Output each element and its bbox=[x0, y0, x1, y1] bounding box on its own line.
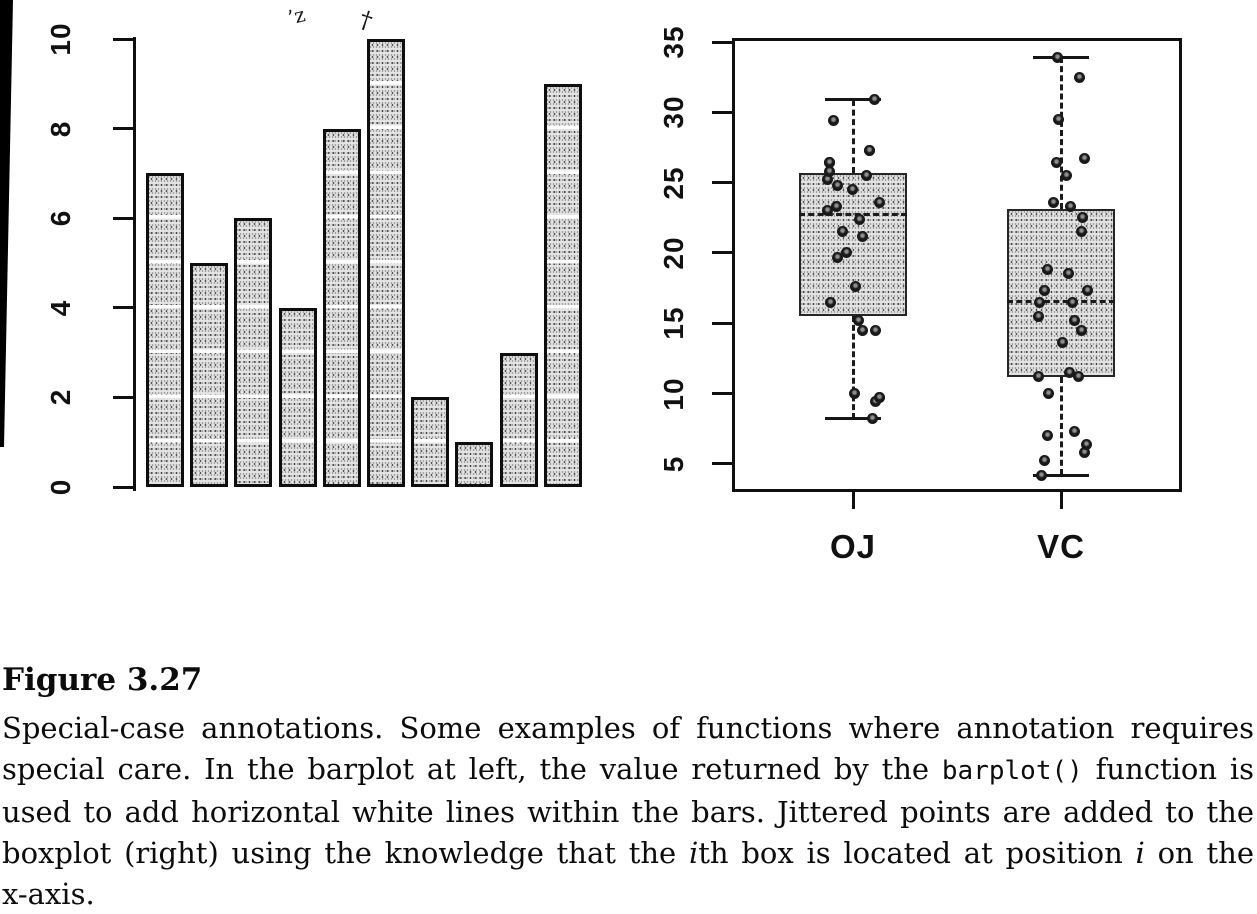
caption-italic: i bbox=[1135, 836, 1145, 870]
boxplot-y-tick bbox=[712, 41, 732, 44]
iqr-box bbox=[1007, 209, 1115, 376]
caption-italic: i bbox=[688, 836, 699, 870]
caption-line bbox=[2, 708, 1254, 749]
data-point bbox=[854, 214, 865, 225]
caption-text: Special-case annotations. Some examples of functions where annotation requires bbox=[2, 711, 1254, 745]
data-point bbox=[1034, 297, 1045, 308]
data-point bbox=[849, 388, 860, 399]
barplot-y-tick-label: 10 bbox=[45, 22, 76, 56]
barplot-y-tick bbox=[113, 486, 135, 489]
caption-line bbox=[2, 749, 1254, 792]
data-point bbox=[1069, 315, 1080, 326]
bar bbox=[146, 173, 184, 487]
barplot-y-tick bbox=[113, 217, 135, 220]
data-point bbox=[837, 226, 848, 237]
data-point bbox=[1065, 201, 1076, 212]
ink-smudge: ’z bbox=[285, 2, 308, 30]
bar-white-lines bbox=[547, 87, 579, 484]
data-point bbox=[861, 170, 872, 181]
bar-white-lines bbox=[414, 400, 446, 484]
category-label: OJ bbox=[829, 528, 877, 565]
bar bbox=[323, 129, 361, 487]
figure-caption bbox=[2, 660, 1254, 914]
data-point bbox=[1077, 212, 1088, 223]
boxplot-y-tick bbox=[712, 462, 732, 465]
bar bbox=[544, 84, 582, 487]
data-point bbox=[1074, 72, 1085, 83]
caption-text: x-axis. bbox=[2, 877, 95, 911]
boxplot-y-tick bbox=[712, 181, 732, 184]
caption-text: used to add horizontal white lines within the bars. Jittered points are added to the bbox=[2, 795, 1254, 829]
data-point bbox=[1067, 297, 1078, 308]
median-line bbox=[799, 213, 907, 216]
barplot-y-tick-label: 2 bbox=[45, 389, 76, 406]
upper-whisker bbox=[852, 100, 855, 173]
data-point bbox=[857, 231, 868, 242]
category-label: VC bbox=[1037, 528, 1085, 565]
boxplot-y-tick bbox=[712, 111, 732, 114]
barplot-y-tick bbox=[113, 306, 135, 309]
caption-code: barplot() bbox=[941, 756, 1083, 786]
bar bbox=[234, 218, 272, 487]
data-point bbox=[1051, 157, 1062, 168]
data-point bbox=[1048, 197, 1059, 208]
data-point bbox=[1033, 311, 1044, 322]
boxplot bbox=[620, 0, 1257, 600]
caption-text: on the bbox=[1144, 836, 1254, 870]
caption-line bbox=[2, 874, 1254, 914]
caption-text: special care. In the barplot at left, the value returned by the bbox=[2, 752, 942, 786]
boxplot-y-tick-label: 20 bbox=[658, 236, 689, 270]
bar bbox=[367, 39, 405, 487]
data-point bbox=[1076, 325, 1087, 336]
barplot bbox=[0, 0, 620, 600]
data-point bbox=[857, 325, 868, 336]
barplot-y-tick-label: 4 bbox=[45, 299, 76, 317]
bar bbox=[500, 353, 538, 487]
bar-white-lines bbox=[282, 311, 314, 484]
data-point bbox=[850, 281, 861, 292]
boxplot-y-tick-label: 10 bbox=[658, 376, 689, 411]
data-point bbox=[869, 94, 880, 105]
boxplot-y-tick bbox=[712, 251, 732, 254]
bar-white-lines bbox=[458, 445, 490, 484]
data-point bbox=[832, 180, 843, 191]
boxplot-y-tick-label: 30 bbox=[658, 95, 689, 129]
barplot-y-tick bbox=[113, 127, 135, 130]
data-point bbox=[1033, 371, 1044, 382]
figure-label: Figure 3.27 bbox=[2, 662, 203, 698]
bar-white-lines bbox=[326, 132, 358, 484]
barplot-y-tick-label: 6 bbox=[45, 209, 76, 227]
caption-line bbox=[2, 833, 1254, 874]
data-point bbox=[1042, 430, 1053, 441]
bar bbox=[190, 263, 228, 487]
boxplot-y-tick-label: 15 bbox=[658, 306, 689, 340]
ink-smudge: † bbox=[355, 4, 377, 36]
boxplot-y-tick bbox=[712, 322, 732, 325]
data-point bbox=[1043, 388, 1054, 399]
lower-whisker bbox=[852, 316, 855, 419]
bar bbox=[279, 308, 317, 487]
barplot-y-axis bbox=[133, 37, 136, 491]
barplot-y-tick bbox=[113, 38, 135, 41]
boxplot-y-tick-label: 25 bbox=[658, 166, 689, 200]
bar bbox=[411, 397, 449, 487]
data-point bbox=[1036, 470, 1047, 481]
boxplot-y-tick bbox=[712, 392, 732, 395]
bar-white-lines bbox=[237, 221, 269, 484]
median-line bbox=[1007, 300, 1115, 303]
barplot-y-tick bbox=[113, 396, 135, 399]
boxplot-x-tick bbox=[852, 492, 855, 509]
lower-whisker bbox=[1060, 377, 1063, 475]
data-point bbox=[874, 197, 885, 208]
barplot-y-tick-label: 0 bbox=[45, 478, 76, 496]
bar-white-lines bbox=[149, 176, 181, 484]
data-point bbox=[1082, 285, 1093, 296]
barplot-y-tick-label: 8 bbox=[45, 120, 76, 137]
bar bbox=[455, 442, 493, 487]
upper-whisker bbox=[1060, 57, 1063, 209]
caption-text: boxplot (right) using the knowledge that the bbox=[2, 836, 689, 870]
caption-text: th box is located at position bbox=[698, 836, 1136, 870]
boxplot-y-tick-label: 5 bbox=[658, 455, 689, 473]
data-point bbox=[1081, 439, 1092, 450]
bar-white-lines bbox=[503, 356, 535, 484]
data-point bbox=[1069, 426, 1080, 437]
data-point bbox=[864, 145, 875, 156]
boxplot-y-tick-label: 35 bbox=[658, 25, 689, 59]
bar-white-lines bbox=[193, 266, 225, 484]
caption-line bbox=[2, 792, 1254, 833]
data-point bbox=[825, 297, 836, 308]
caption-text: function is bbox=[1082, 752, 1254, 786]
bar-white-lines bbox=[370, 42, 402, 484]
boxplot-x-tick bbox=[1060, 492, 1063, 509]
